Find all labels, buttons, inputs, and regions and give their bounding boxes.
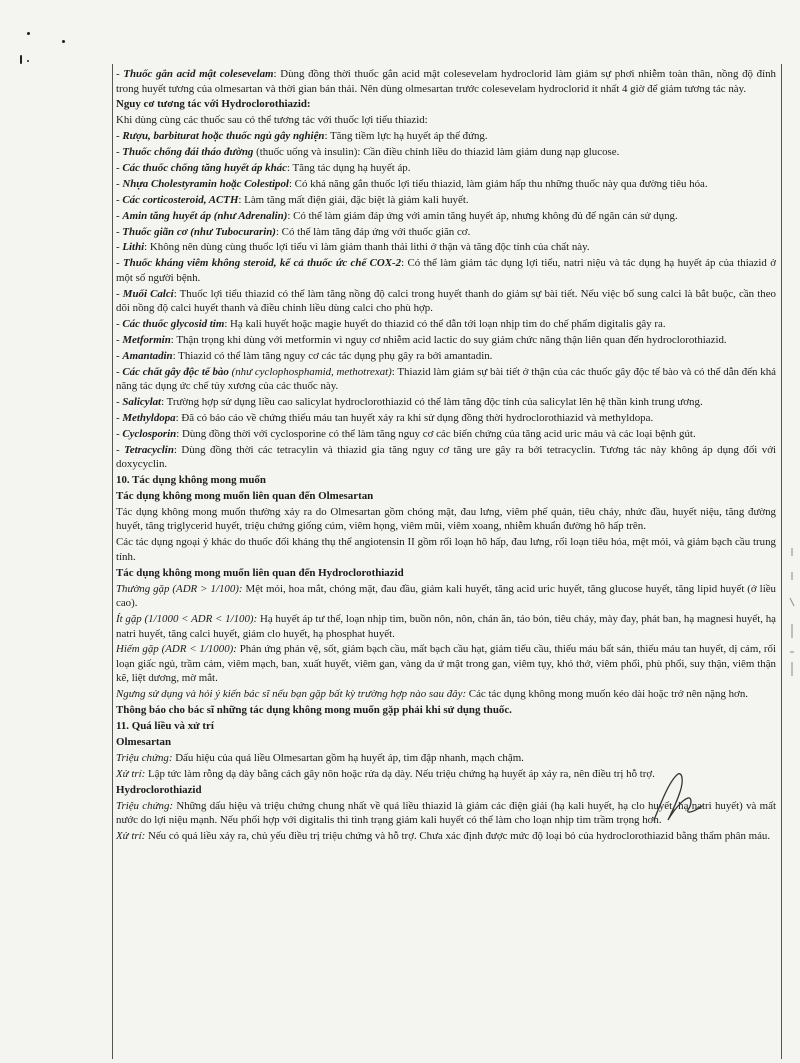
list-item: - Cyclosporin: Dùng đồng thời với cyclosporine có thể làm tăng nguy cơ các biến chứng của tăng acid uric máu và các loại bệnh gút. [116, 427, 696, 440]
list-item: - Muối Calci: Thuốc lợi tiểu thiazid có thể làm tăng nồng độ calci trong huyết thanh do giảm sự bài tiết. Nếu việc bổ sung calci là bắt buộc, cần theo dõi nồng độ calci huyết thanh và điều chỉnh liều dùng calci cho phù hợp. [116, 287, 777, 315]
hctz-adr-heading: Tác dụng không mong muốn liên quan đến Hydroclorothiazid [116, 566, 404, 579]
olmesartan-adr-p1: Tác dụng không mong muốn thường xảy ra do Olmesartan gồm chóng mặt, đau lưng, viêm phế quản, tiêu chảy, nhức đầu, huyết niệu, tăng đường huyết, tăng triglycerid huyết, triệu chứng giống cúm, viêm họng, viêm mũi, viêm xoang, nhiễm khuẩn đường hô hấp trên. [116, 505, 776, 533]
scan-speck [62, 40, 65, 43]
scan-speck [27, 32, 30, 35]
list-item: - Nhựa Cholestyramin hoặc Colestipol: Có khả năng gắn thuốc lợi tiểu thiazid, làm giảm hấp thu những thuốc này qua đường tiêu hóa. [116, 177, 708, 190]
list-item: - Thuốc kháng viêm không steroid, kể cả thuốc ức chế COX-2: Có thể làm giảm tác dụng lợi tiểu, natri niệu và tác dụng hạ huyết áp của thiazid ở một số người bệnh. [116, 257, 776, 284]
colesevelam-item: - Thuốc gắn acid mật colesevelam: Dùng đồng thời thuốc gắn acid mật colesevelam hydroclorid làm giảm sự phơi nhiễm toàn thân, nồng độ đỉnh trong huyết tương của olmesartan và thời gian bán thải. Nên dùng olmesartan trước colesevelam hydroclorid ít nhất 4 giờ để giảm tương tác này. [116, 68, 776, 95]
signature-mark [648, 770, 708, 826]
list-item: - Amin tăng huyết áp (như Adrenalin): Có thể làm giảm đáp ứng với amin tăng huyết áp, nhưng không đủ để ngăn cản sử dụng. [116, 209, 678, 222]
list-item: - Salicylat: Trường hợp sử dụng liều cao salicylat hydroclorothiazid có thể làm tăng độc tính của salicylat lên hệ thần kinh trung ương. [116, 396, 703, 409]
scan-edge-marks [784, 542, 798, 682]
overdose-olmesartan-symptoms: Triệu chứng: Dấu hiệu của quá liều Olmesartan gồm hạ huyết áp, tim đập nhanh, mạch chậm. [116, 751, 524, 764]
document-body [116, 67, 776, 845]
scan-speck [20, 55, 22, 64]
notify-doctor: Thông báo cho bác sĩ những tác dụng không mong muốn gặp phải khi sử dụng thuốc. [116, 704, 512, 717]
hctz-interaction-heading: Nguy cơ tương tác với Hydroclorothiazid: [116, 98, 311, 111]
list-item: - Methyldopa: Đã có báo cáo về chứng thiếu máu tan huyết xảy ra khi sử dụng đồng thời hydroclorothiazid và methyldopa. [116, 412, 654, 425]
hctz-adr-common: Thường gặp (ADR > 1/100): Mệt mỏi, hoa mắt, chóng mặt, đau đầu, giảm kali huyết, tăng acid uric huyết, tăng glucose huyết, tăng lipid huyết (ở liều cao). [116, 582, 776, 610]
list-item: - Thuốc giãn cơ (như Tubocurarin): Có thể làm tăng đáp ứng với thuốc giãn cơ. [116, 225, 471, 238]
list-item: - Amantadin: Thiazid có thể làm tăng nguy cơ các tác dụng phụ gây ra bởi amantadin. [116, 349, 493, 362]
hctz-interaction-list [116, 129, 776, 472]
section-10-title: 10. Tác dụng không mong muốn [116, 474, 266, 487]
list-item: - Metformin: Thận trọng khi dùng với metformin vì nguy cơ nhiễm acid lactic do suy giảm chức năng thận liên quan đến hydroclorothiazid. [116, 333, 727, 346]
hctz-interaction-lead: Khi dùng cùng các thuốc sau có thể tương tác với thuốc lợi tiểu thiazid: [116, 114, 428, 127]
section-11-title: 11. Quá liều và xử trí [116, 720, 214, 733]
list-item: - Thuốc chống đái tháo đường (thuốc uống và insulin): Cần điều chỉnh liều do thiazid làm giảm dung nạp glucose. [116, 146, 620, 159]
overdose-hctz-treatment: Xử trí: Nếu có quá liều xảy ra, chủ yếu điều trị triệu chứng và hỗ trợ. Chưa xác định được mức độ loại bỏ của hydroclorothiazid bằng thẩm phân máu. [116, 829, 771, 842]
list-item: - Rượu, barbiturat hoặc thuốc ngủ gây nghiện: Tăng tiềm lực hạ huyết áp thế đứng. [116, 130, 488, 143]
hctz-adr-uncommon: Ít gặp (1/1000 < ADR < 1/100): Hạ huyết áp tư thế, loạn nhịp tim, buồn nôn, nôn, chán ăn, táo bón, tiêu chảy, mày đay, phát ban, hạ magnesi huyết, hạ natri huyết, tăng calci huyết, giảm clo huyết, hạ phosphat huyết. [116, 613, 776, 640]
overdose-olmesartan-heading: Olmesartan [116, 736, 172, 748]
overdose-hctz-symptoms: Triệu chứng: Những dấu hiệu và triệu chứng chung nhất về quá liều thiazid là giảm các điện giải (hạ kali huyết, hạ clo huyết, hạ natri huyết) và mất nước do lợi niệu mạnh. Nếu phối hợp với digitalis thì tình trạng giảm kali huyết có thể làm cho loạn nhịp tim trầm trọng hơn. [116, 799, 776, 827]
olmesartan-adr-heading: Tác dụng không mong muốn liên quan đến Olmesartan [116, 490, 374, 503]
hctz-adr-rare: Hiếm gặp (ADR < 1/1000): Phản ứng phản vệ, sốt, giảm bạch cầu, mất bạch cầu hạt, giảm tiểu cầu, thiếu máu bất sản, thiếu máu tan huyết, dị cảm, rối loạn giấc ngủ, trầm cảm, viêm mạch, ban, xuất huyết, viêm gan, vàng da ứ mật trong gan, viêm tụy, khó thở, viêm phổi, phù phổi, suy thận, viêm thận kẽ, liệt dương, mờ mắt. [116, 643, 776, 685]
list-item: - Tetracyclin: Dùng đồng thời các tetracylin và thiazid gia tăng nguy cơ tăng ure gây ra bởi tetracyclin. Tương tác này không áp dụng đối với doxycyclin. [116, 443, 776, 471]
scan-speck [27, 60, 29, 62]
list-item: - Lithi: Không nên dùng cùng thuốc lợi tiểu vì làm giảm thanh thải lithi ở thận và tăng độc tính của chất này. [116, 241, 590, 254]
olmesartan-adr-p2: Các tác dụng ngoại ý khác do thuốc đối kháng thụ thể angiotensin II gồm rối loạn hô hấp, đau lưng, rối loạn tiêu hóa, mệt mỏi, và giảm bạch cầu trung tính. [116, 536, 776, 563]
stop-use-advice: Ngưng sử dụng và hỏi ý kiến bác sĩ nếu bạn gặp bất kỳ trường hợp nào sau đây: Các tác dụng không mong muốn kéo dài hoặc trở nên nặng hơn. [116, 688, 748, 701]
overdose-hctz-heading: Hydroclorothiazid [116, 783, 202, 796]
list-item: - Các chất gây độc tế bào (như cyclophosphamid, methotrexat): Thiazid làm giảm sự bài tiết ở thận của các thuốc gây độc tế bào và có thể dẫn đến khả năng tác dụng ức chế tủy xương của các thuốc này. [116, 365, 776, 393]
overdose-olmesartan-treatment: Xử trí: Lập tức làm rỗng dạ dày bằng cách gây nôn hoặc rửa dạ dày. Nếu triệu chứng hạ huyết áp xảy ra, nên điều trị hỗ trợ. [116, 767, 655, 780]
list-item: - Các thuốc glycosid tim: Hạ kali huyết hoặc magie huyết do thiazid có thể dẫn tới loạn nhịp tim do chế phẩm digitalis gây ra. [116, 318, 666, 331]
list-item: - Các thuốc chống tăng huyết áp khác: Tăng tác dụng hạ huyết áp. [116, 161, 411, 174]
list-item: - Các corticosteroid, ACTH: Làm tăng mất điện giải, đặc biệt là giảm kali huyết. [116, 193, 469, 206]
